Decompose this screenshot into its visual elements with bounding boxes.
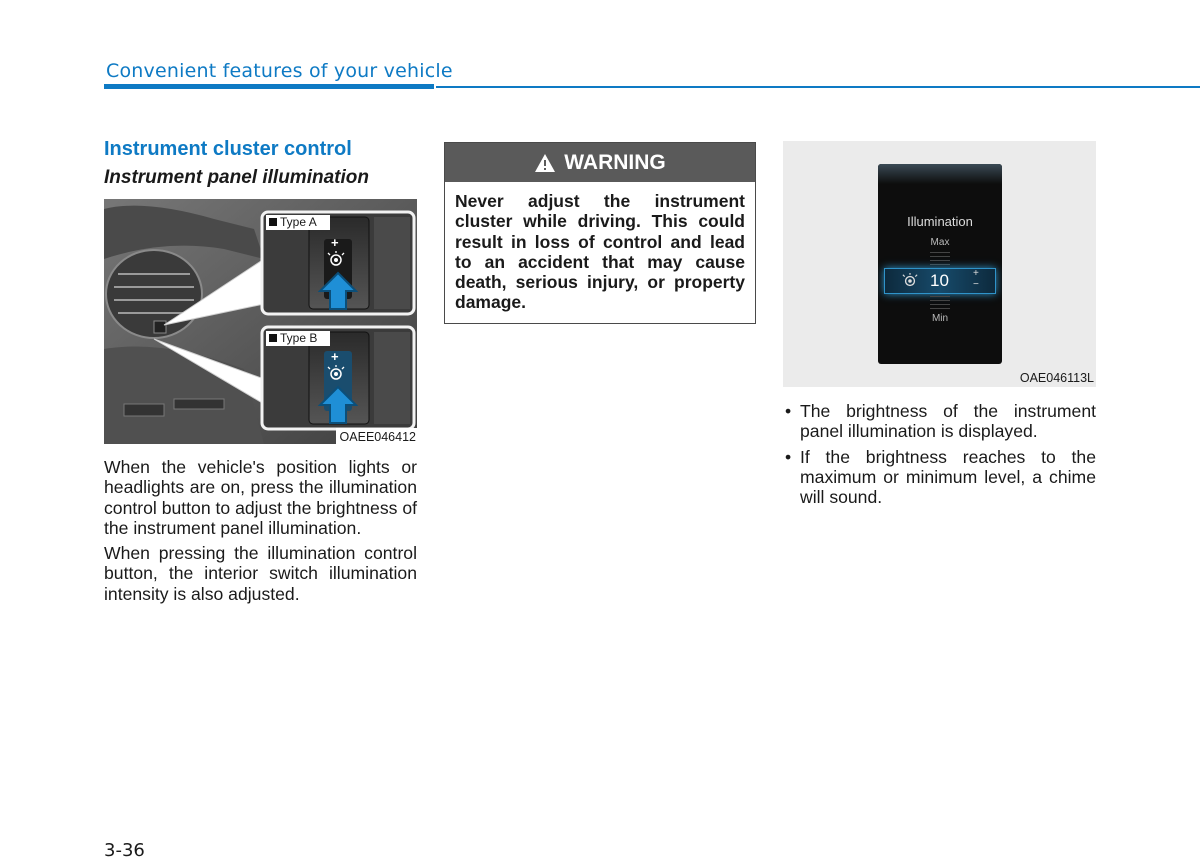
bullet-symbol: • [785, 446, 792, 467]
dashboard-illustration [104, 199, 417, 444]
warning-triangle-icon [534, 153, 556, 173]
lower-scale [930, 296, 950, 312]
figure-code: OAEE046412 [336, 428, 417, 444]
left-column [104, 138, 417, 609]
type-b-label: Type B [280, 331, 318, 345]
header-rule-thick [104, 84, 434, 89]
warning-box [444, 142, 756, 324]
up-arrow-icon [318, 271, 358, 316]
header-rule-thin [436, 86, 1200, 88]
upper-scale [930, 252, 950, 268]
warning-header [445, 143, 755, 182]
subsection-title: Instrument panel illumination [104, 167, 369, 188]
figure-code: OAE046113L [1019, 371, 1094, 385]
brightness-value: 10 [930, 271, 949, 290]
page-number: 3-36 [104, 840, 145, 861]
up-arrow-icon [318, 385, 358, 430]
cluster-screen [878, 164, 1002, 364]
illumination-icon [902, 273, 918, 289]
running-header: Convenient features of your vehicle [106, 60, 453, 82]
dashboard-figure [104, 199, 417, 444]
min-label: Min [931, 313, 949, 324]
section-title: Instrument cluster control [104, 138, 352, 160]
screen-title: Illumination [907, 214, 973, 229]
bullet-text: The brightness of the instrument panel illumination is displayed. [800, 401, 1096, 442]
bullet-text: If the brightness reaches to the maximum or minimum level, a chime will sound. [800, 446, 1096, 508]
paragraph: When the vehicle's position lights or headlights are on, press the illumination control button to adjust the brightness of the instrument panel illumination. [104, 457, 417, 538]
bullet-item [783, 401, 1096, 442]
type-a-tag [266, 215, 330, 230]
screen-top-glow [878, 164, 1002, 184]
type-b-tag [266, 331, 330, 346]
bullet-list [783, 401, 1096, 512]
type-a-plus: + [331, 235, 339, 250]
type-b-plus: + [331, 349, 339, 364]
plus-label: + [973, 268, 979, 279]
paragraph: When pressing the illumination control button, the interior switch illumination intensity is also adjusted. [104, 543, 417, 604]
cluster-figure [783, 141, 1096, 387]
warning-text: Never adjust the instrument cluster while driving. This could result in loss of control and lead to an accident that may cause death, serious injury, or property damage. [455, 191, 745, 313]
warning-title: WARNING [564, 150, 666, 174]
minus-label: − [973, 279, 979, 290]
max-label: Max [930, 237, 950, 248]
bullet-symbol: • [785, 401, 792, 421]
type-a-label: Type A [280, 215, 317, 229]
bullet-item [783, 447, 1096, 508]
